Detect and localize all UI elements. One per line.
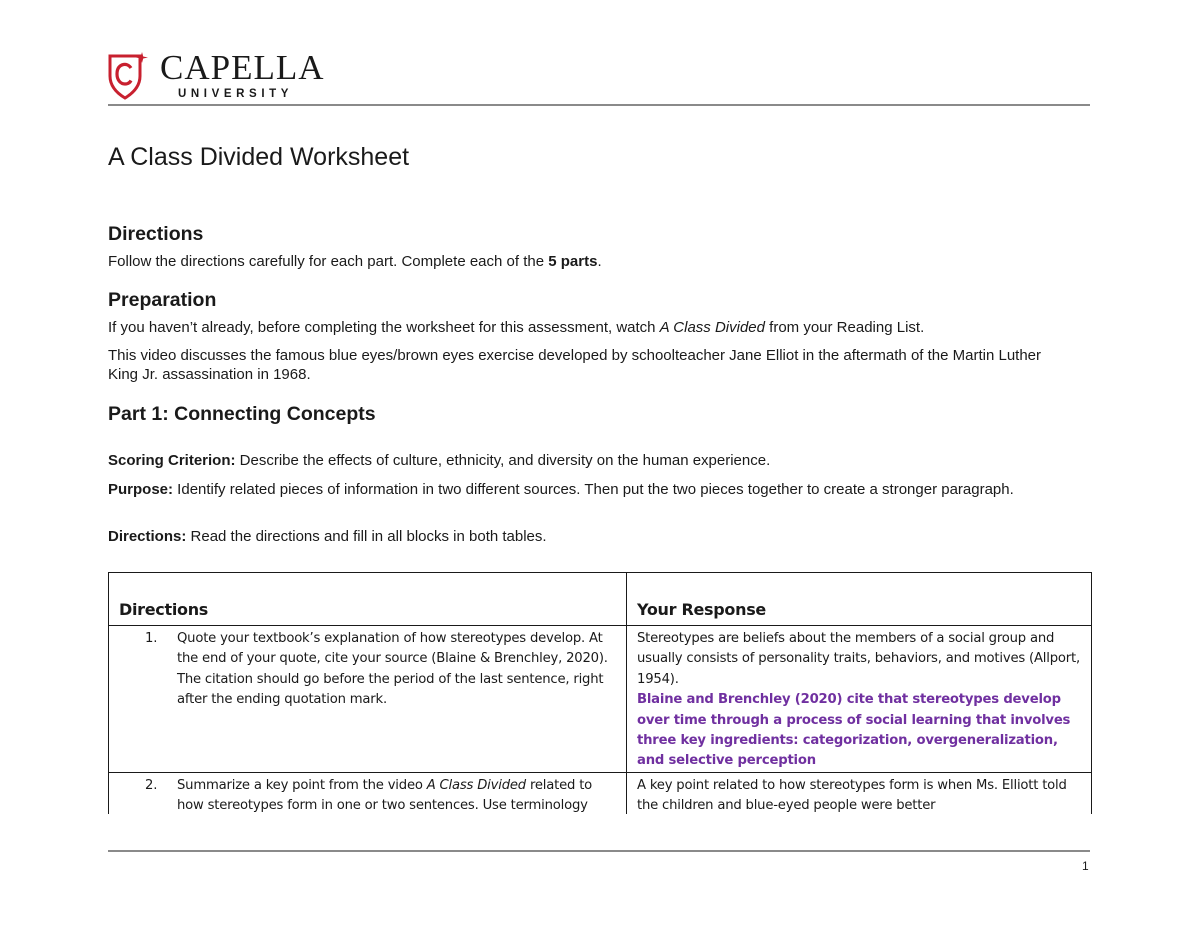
preparation-paragraph-2: This video discusses the famous blue eyes/brown eyes exercise developed by schoolteacher Jane Elliot in the aftermath of the Martin Luther King Jr. assassination in 1968. <box>108 347 1042 383</box>
direction-text: Summarize a key point from the video A Class Divided related to how stereotypes form in one or two sentences. Use terminology <box>177 777 593 814</box>
table-header-row <box>109 573 1092 626</box>
logo-subtitle: UNIVERSITY <box>178 88 294 100</box>
directions-text: Follow the directions carefully for each part. Complete each of the 5 parts. <box>108 253 602 270</box>
response-cell[interactable] <box>627 772 1092 814</box>
purpose: Purpose: Identify related pieces of information in two different sources. Then put the two pieces together to create a stronger paragraph. <box>108 481 1014 498</box>
response-column-header: Your Response <box>627 573 1092 626</box>
direction-cell <box>109 626 627 773</box>
page-number: 1 <box>1082 859 1089 873</box>
logo-name: CAPELLA <box>160 48 325 87</box>
response-text: Stereotypes are beliefs about the members of a social group and usually consists of personality traits, behaviors, and motives (Allport, 1954). <box>637 631 1080 687</box>
capella-shield-icon <box>108 52 150 100</box>
page-title: A Class Divided Worksheet <box>108 143 410 171</box>
response-cell[interactable] <box>627 626 1092 773</box>
preparation-paragraph-1: If you haven’t already, before completing the worksheet for this assessment, watch A Class Divided from your Reading List. <box>108 319 925 336</box>
direction-cell <box>109 772 627 814</box>
direction-text: Quote your textbook’s explanation of how stereotypes develop. At the end of your quote, cite your source (Blaine & Brenchley, 2020). The citation should go before the period of the last sentence, right after the ending quotation mark. <box>177 631 608 708</box>
footer-divider <box>108 850 1090 852</box>
part1-heading: Part 1: Connecting Concepts <box>108 403 376 425</box>
response-highlight: Blaine and Brenchley (2020) cite that stereotypes develop over time through a process of social learning that involves three key ingredients: categorization, overgeneralization, and selective perception <box>637 692 1071 769</box>
table-row <box>109 626 1092 773</box>
video-title: A Class Divided <box>659 319 765 336</box>
part1-directions: Directions: Read the directions and fill in all blocks in both tables. <box>108 528 547 545</box>
response-text: A key point related to how stereotypes form is when Ms. Elliott told the children and blue-eyed people were better <box>637 777 1067 814</box>
capella-logo <box>108 48 325 100</box>
connecting-concepts-table <box>108 572 1092 814</box>
header-divider <box>108 104 1090 106</box>
directions-heading: Directions <box>108 223 204 245</box>
parts-count: 5 parts <box>548 253 598 270</box>
table-row <box>109 772 1092 814</box>
row-number: 1. <box>145 631 158 646</box>
directions-column-header: Directions <box>109 573 627 626</box>
row-number: 2. <box>145 777 158 793</box>
scoring-criterion: Scoring Criterion: Describe the effects of culture, ethnicity, and diversity on the human experience. <box>108 452 771 469</box>
preparation-heading: Preparation <box>108 289 217 311</box>
